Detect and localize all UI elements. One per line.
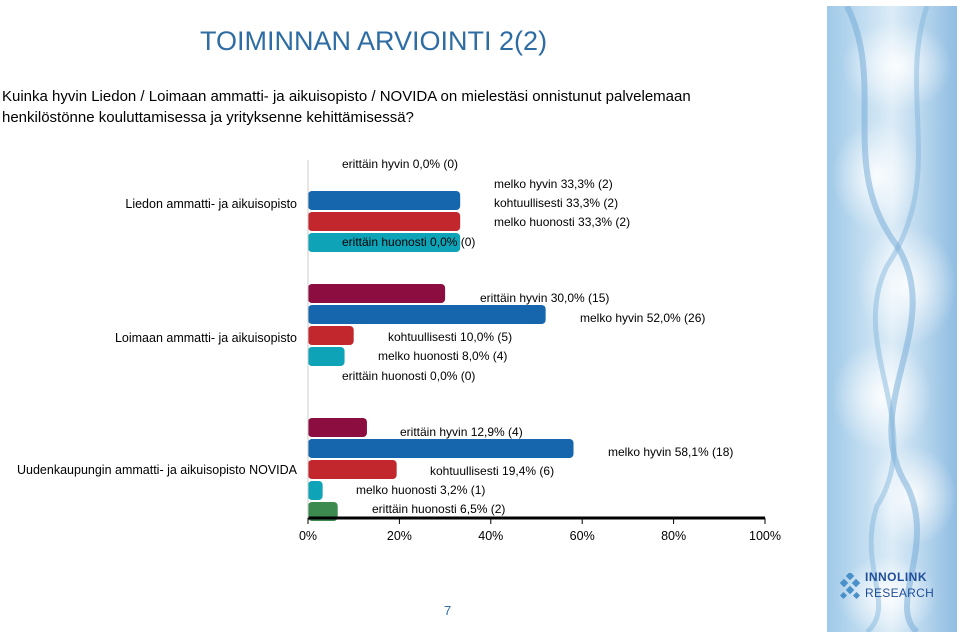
bar-kohtuullisesti [308, 460, 397, 479]
data-label: erittäin huonosti 6,5% (2) [372, 502, 506, 516]
data-label: kohtuullisesti 10,0% (5) [388, 330, 513, 344]
x-tick-label: 80% [661, 529, 687, 543]
bar-melko_hyvin [308, 305, 546, 324]
logo-mark-icon [838, 573, 862, 601]
data-label: erittäin hyvin 12,9% (4) [400, 425, 523, 439]
data-label: kohtuullisesti 33,3% (2) [494, 196, 619, 210]
data-label: melko hyvin 52,0% (26) [580, 311, 706, 325]
survey-question: Kuinka hyvin Liedon / Loimaan ammatti- ja aikuisopisto / NOVIDA on mielestäsi onnistunut palvelemaan henkilöstönne kouluttamisessa ja yrityksenne kehittämisessä? [2, 88, 691, 126]
bar-melko_hyvin [308, 191, 460, 210]
bar-erittain_hyvin [308, 284, 445, 303]
data-label: melko huonosti 33,3% (2) [494, 215, 631, 229]
data-label: melko hyvin 58,1% (18) [608, 445, 734, 459]
x-tick-label: 60% [569, 529, 595, 543]
data-label: erittäin hyvin 30,0% (15) [480, 291, 610, 305]
x-tick-label: 20% [386, 529, 412, 543]
x-tick-label: 0% [298, 529, 318, 543]
data-label: kohtuullisesti 19,4% (6) [430, 464, 555, 478]
data-label: melko hyvin 33,3% (2) [494, 177, 613, 191]
data-label: melko huonosti 8,0% (4) [378, 349, 508, 363]
logo-text-line2: RESEARCH [865, 586, 935, 600]
slide-title: TOIMINNAN ARVIOINTI 2(2) [200, 26, 548, 56]
page-number: 7 [444, 603, 452, 618]
category-label: Loimaan ammatti- ja aikuisopisto [114, 331, 297, 345]
x-tick-label: 40% [478, 529, 504, 543]
decorative-side-image [827, 6, 957, 632]
data-label: erittäin hyvin 0,0% (0) [342, 157, 459, 171]
bar-kohtuullisesti [308, 212, 460, 231]
data-label: erittäin huonosti 0,0% (0) [342, 369, 476, 383]
data-label: erittäin huonosti 0,0% (0) [342, 235, 476, 249]
bar-melko_hyvin [308, 439, 574, 458]
category-label: Liedon ammatti- ja aikuisopisto [125, 197, 297, 211]
category-label: Uudenkaupungin ammatti- ja aikuisopisto NOVIDA [17, 463, 297, 477]
bar-melko_huonosti [308, 347, 345, 366]
bar-erittain_hyvin [308, 418, 367, 437]
bar-kohtuullisesti [308, 326, 354, 345]
x-tick-label: 100% [749, 529, 781, 543]
logo-text-line1: INNOLINK [865, 570, 927, 584]
bar-melko_huonosti [308, 481, 323, 500]
data-label: melko huonosti 3,2% (1) [356, 483, 486, 497]
innolink-logo [838, 569, 948, 603]
